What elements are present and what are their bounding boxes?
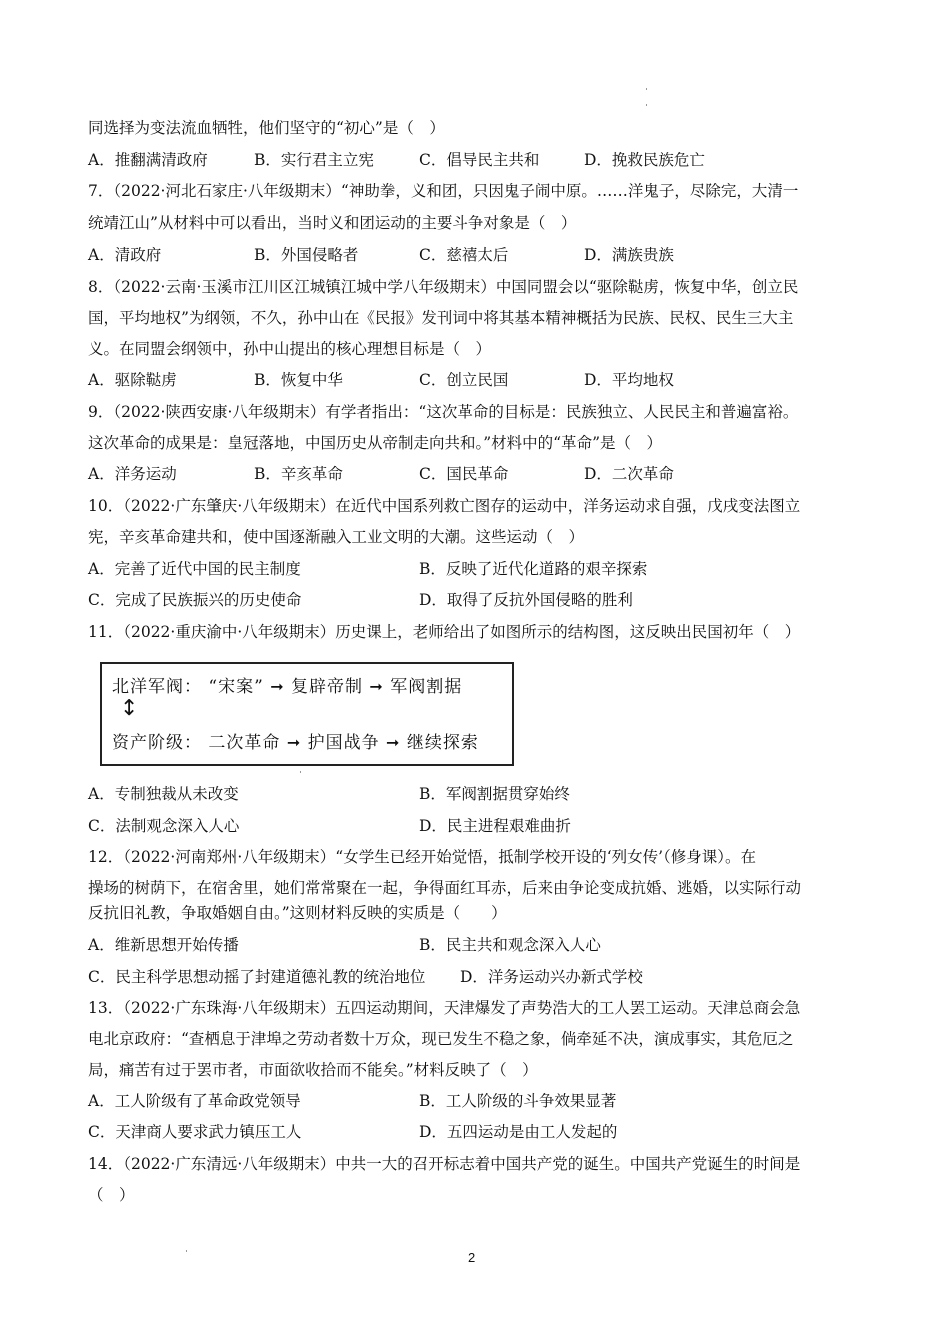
option-a: A．驱除鞑虏 <box>88 371 177 389</box>
q10-line-2: 宪，辛亥革命建共和，使中国逐渐融入工业文明的大潮。这些运动（ ） <box>88 528 585 546</box>
option-d: D．满族贵族 <box>584 246 674 264</box>
diagram-item: 继续探索 <box>406 733 479 753</box>
option-b: B．实行君主立宪 <box>254 151 374 169</box>
q8-line-2: 国，平均地权”为纲领，不久，孙中山在《民报》发刊词中将其基本精神概括为民族、民权、民生三大主 <box>88 309 794 327</box>
option-a: A．完善了近代中国的民主制度 <box>88 560 301 578</box>
option-a: A．专制独裁从未改变 <box>88 785 239 803</box>
option-d: D．民主进程艰难曲折 <box>419 817 571 835</box>
scan-speck <box>646 88 647 90</box>
arrow-right-icon: ➞ <box>270 677 285 696</box>
option-a: A．洋务运动 <box>88 465 177 483</box>
q14-line-1: 14．（2022·广东清远·八年级期末）中共一大的召开标志着中国共产党的诞生。中国共产党诞生的时间是 <box>88 1155 801 1173</box>
option-a: A．清政府 <box>88 246 162 264</box>
q11-options-row-2 <box>88 815 868 837</box>
intro-line: 同选择为变法流血牺牲，他们坚守的“初心”是（ ） <box>88 119 445 137</box>
row-label: 北洋军阀： <box>112 677 202 697</box>
q12-options-row-1 <box>88 934 868 956</box>
option-c: C．慈禧太后 <box>419 246 509 264</box>
q10-options-row-1 <box>88 558 868 580</box>
q13-line-1: 13．（2022·广东珠海·八年级期末）五四运动期间，天津爆发了声势浩大的工人罢工运动。天津总商会急 <box>88 999 801 1017</box>
q13-options-row-1 <box>88 1090 868 1112</box>
scan-speck <box>186 1250 187 1252</box>
arrow-right-icon: ➞ <box>286 733 302 752</box>
diagram-item: 护国战争 <box>307 733 380 753</box>
option-d: D．取得了反抗外国侵略的胜利 <box>419 591 633 609</box>
q14-line-2: （ ） <box>88 1186 135 1204</box>
option-a: A．维新思想开始传播 <box>88 936 239 954</box>
q10-line-1: 10．（2022·广东肇庆·八年级期末）在近代中国系列救亡图存的运动中，洋务运动求自强，戊戌变法图立 <box>88 497 801 515</box>
q10-options-row-2 <box>88 589 868 611</box>
option-d: D．洋务运动兴办新式学校 <box>460 968 643 986</box>
diagram-item: 二次革命 <box>208 733 281 753</box>
option-b: B．外国侵略者 <box>254 246 359 264</box>
option-d: D．挽救民族危亡 <box>584 151 705 169</box>
diagram-item: 复辟帝制 <box>291 677 364 697</box>
arrow-right-icon: ➞ <box>369 677 384 696</box>
option-b: B．军阀割据贯穿始终 <box>419 785 570 803</box>
diagram-item: 军阀割据 <box>390 677 463 697</box>
option-d: D．二次革命 <box>584 465 674 483</box>
q11-options-row-1 <box>88 783 868 805</box>
option-b: B．反映了近代化道路的艰辛探索 <box>419 560 648 578</box>
option-c: C．倡导民主共和 <box>419 151 540 169</box>
q12-options-row-2 <box>88 966 868 988</box>
option-c: C．民主科学思想动摇了封建道德礼教的统治地位 <box>88 968 426 986</box>
option-b: B．工人阶级的斗争效果显著 <box>419 1092 617 1110</box>
option-b: B．民主共和观念深入人心 <box>419 936 601 954</box>
scan-speck <box>646 104 647 106</box>
q9-line-2: 这次革命的成果是：皇冠落地，中国历史从帝制走向共和。”材料中的“革命”是（ ） <box>88 434 663 452</box>
q8-line-1: 8．（2022·云南·玉溪市江川区江城镇江城中学八年级期末）中国同盟会以“驱除鞑虏，恢复中华，创立民 <box>88 278 799 296</box>
option-c: C．国民革命 <box>419 465 509 483</box>
vertical-double-arrow-icon: ↕ <box>120 696 139 721</box>
q7-line-1: 7．（2022·河北石家庄·八年级期末）“神助拳，义和团，只因鬼子闹中原。……洋鬼子，尽除完，大清一 <box>88 182 799 200</box>
structure-diagram <box>100 662 514 766</box>
q7-options <box>88 244 868 266</box>
q8-options <box>88 369 868 391</box>
row-label: 资产阶级： <box>112 733 202 753</box>
q13-line-2: 电北京政府：“查栖息于津埠之劳动者数十万众，现已发生不稳之象，倘牵延不决，演成事实，其危厄之 <box>88 1030 794 1048</box>
q12-line-2: 操场的树荫下，在宿舍里，她们常常聚在一起，争得面红耳赤，后来由争论变成抗婚、逃婚，以实际行动 <box>88 879 802 897</box>
arrow-right-icon: ➞ <box>386 733 401 752</box>
q9-options <box>88 463 868 485</box>
option-a: A．工人阶级有了革命政党领导 <box>88 1092 301 1110</box>
q7-line-2: 统靖江山”从材料中可以看出，当时义和团运动的主要斗争对象是（ ） <box>88 214 577 232</box>
option-d: D．五四运动是由工人发起的 <box>419 1123 618 1141</box>
option-a: A．推翻满清政府 <box>88 151 208 169</box>
q11-line-1: 11．（2022·重庆渝中·八年级期末）历史课上，老师给出了如图所示的结构图，这反映出民国初年（ ） <box>88 623 801 641</box>
q12-line-1: 12．（2022·河南郑州·八年级期末）“女学生已经开始觉悟，抵制学校开设的‘列女传’（修身课）。在 <box>88 848 757 866</box>
page-number: 2 <box>468 1250 476 1265</box>
option-b: B．恢复中华 <box>254 371 343 389</box>
q13-options-row-2 <box>88 1121 868 1143</box>
option-d: D．平均地权 <box>584 371 674 389</box>
q8-line-3: 义。在同盟会纲领中，孙中山提出的核心理想目标是（ ） <box>88 340 492 358</box>
diagram-row-warlords <box>112 672 462 697</box>
diagram-item: “宋案” <box>208 677 264 697</box>
q13-line-3: 局，痛苦有过于罢市者，市面欲收拾而不能矣。”材料反映了（ ） <box>88 1061 538 1079</box>
intro-options <box>88 149 868 171</box>
diagram-row-bourgeoisie <box>112 728 479 753</box>
q12-line-3: 反抗旧礼教，争取婚姻自由。”这则材料反映的实质是（ ） <box>88 904 507 922</box>
option-c: C．完成了民族振兴的历史使命 <box>88 591 302 609</box>
option-c: C．天津商人要求武力镇压工人 <box>88 1123 302 1141</box>
option-c: C．创立民国 <box>419 371 509 389</box>
option-b: B．辛亥革命 <box>254 465 343 483</box>
scan-speck <box>300 771 301 773</box>
q9-line-1: 9．（2022·陕西安康·八年级期末）有学者指出：“这次革命的目标是：民族独立、人民民主和普遍富裕。 <box>88 403 799 421</box>
option-c: C．法制观念深入人心 <box>88 817 240 835</box>
